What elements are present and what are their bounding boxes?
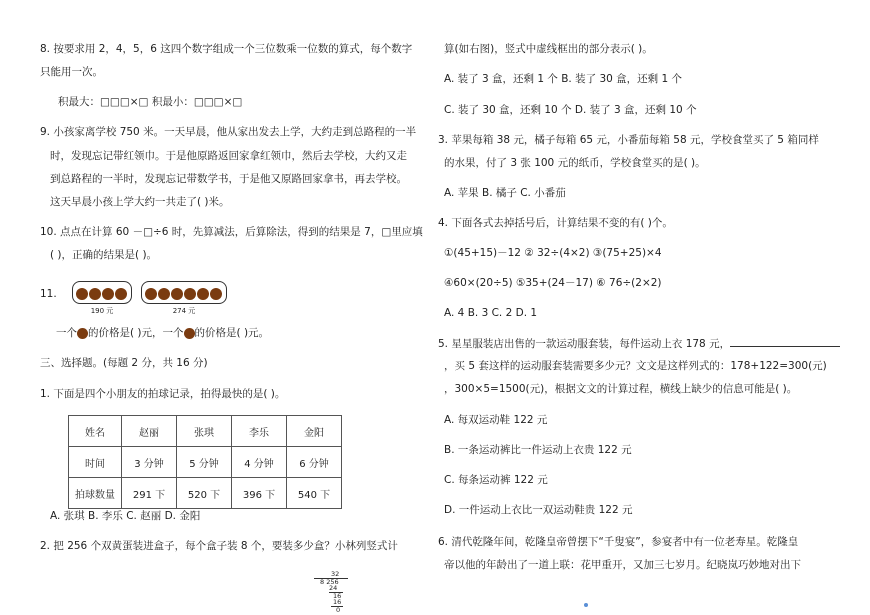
table-cell: 金阳	[287, 416, 342, 447]
table-cell: 291 下	[122, 478, 177, 509]
table-cell: 赵丽	[122, 416, 177, 447]
division-figure	[314, 571, 348, 613]
q8-line2: 只能用一次。	[40, 66, 103, 78]
basketball-icon	[171, 288, 183, 300]
div-step: 16	[333, 598, 342, 606]
volleyball-icon	[115, 288, 127, 300]
c2-line2: 算(如右图)，竖式中虚线框出的部分表示( )。	[444, 43, 653, 55]
c5-option-a: A. 每双运动鞋 122 元	[444, 414, 548, 426]
q11-group-2	[141, 281, 227, 316]
table-header-row	[69, 416, 342, 447]
volleyball-icon	[102, 288, 114, 300]
c3-line1: 3. 苹果每箱 38 元，橘子每箱 65 元，小番茄每箱 58 元，学校食堂买了 5 箱同样	[438, 134, 819, 146]
q11-price-2: 274 元	[172, 307, 196, 315]
q9-line2: 时，发现忘记带红领巾。于是他原路返回家拿红领巾，然后去学校，大约又走	[50, 150, 407, 162]
div-step: 24	[329, 584, 338, 592]
c5-line2: ，买 5 套这样的运动服套装需要多少元？文文是这样列式的：178+122=300(元)	[444, 360, 827, 372]
q9-line3: 到总路程的一半时，发现忘记带数学书，于是他又原路回家拿书，再去学校。	[50, 173, 407, 185]
fill-blank	[730, 336, 840, 347]
q11-price-1: 190 元	[90, 307, 114, 315]
table-cell: 520 下	[177, 478, 232, 509]
div-step: 16	[333, 591, 342, 600]
table-cell: 拍球数量	[69, 478, 122, 509]
div-remainder: 0	[336, 605, 341, 614]
q11-number: 11.	[40, 288, 57, 300]
c4-row1: ①(45+15)－12 ② 32÷(4×2) ③(75+25)×4	[444, 247, 662, 259]
page-dot-mark	[584, 603, 588, 607]
q11-group-1	[72, 281, 132, 316]
c1-question: 1. 下面是四个小朋友的拍球记录，拍得最快的是( )。	[40, 388, 286, 400]
table-cell: 时间	[69, 447, 122, 478]
table-cell: 6 分钟	[287, 447, 342, 478]
q11-question	[56, 326, 269, 340]
q11-balls-1	[72, 281, 132, 304]
table-cell: 姓名	[69, 416, 122, 447]
c4-question: 4. 下面各式去掉括号后，计算结果不变的有( )个。	[438, 217, 673, 229]
c5-option-c: C. 每条运动裤 122 元	[444, 474, 548, 486]
q11-text-c: 的价格是( )元。	[194, 327, 270, 339]
table-cell: 5 分钟	[177, 447, 232, 478]
c2-option-ab: A. 装了 3 盒，还剩 1 个 B. 装了 30 盒，还剩 1 个	[444, 73, 682, 85]
q11-text-a: 一个	[56, 327, 77, 339]
volleyball-icon	[184, 288, 196, 300]
basketball-icon	[77, 328, 88, 339]
basketball-icon	[158, 288, 170, 300]
c3-options: A. 苹果 B. 橘子 C. 小番茄	[444, 187, 566, 199]
volleyball-icon	[184, 328, 195, 339]
c2-option-cd: C. 装了 30 盒，还剩 10 个 D. 装了 3 盒，还剩 10 个	[444, 104, 697, 116]
c6-line1: 6. 清代乾隆年间，乾隆皇帝曾摆下“千叟宴”，参宴者中有一位老寿星。乾隆皇	[438, 536, 799, 548]
table-row	[69, 447, 342, 478]
q9-line4: 这天早晨小孩上学大约一共走了( )米。	[50, 196, 230, 208]
table-cell: 3 分钟	[122, 447, 177, 478]
q9-line1: 9. 小孩家离学校 750 米。一天早晨，他从家出发去上学，大约走到总路程的一半	[40, 126, 417, 138]
c4-options: A. 4 B. 3 C. 2 D. 1	[444, 307, 538, 319]
basketball-icon	[76, 288, 88, 300]
c2-line1: 2. 把 256 个双黄蛋装进盒子，每个盒子装 8 个，要装多少盒？小林列竖式计	[40, 540, 398, 552]
q8-line1: 8. 按要求用 2，4，5，6 这四个数字组成一个三位数乘一位数的算式，每个数字	[40, 43, 413, 55]
c5-option-d: D. 一件运动上衣比一双运动鞋贵 122 元	[444, 504, 633, 516]
ball-record-table	[68, 415, 342, 509]
c5-line3: ，300×5=1500(元)，根据文文的计算过程，横线上缺少的信息可能是( )。	[444, 383, 798, 395]
volleyball-icon	[89, 288, 101, 300]
div-quotient: 32	[331, 570, 340, 578]
c5-line1	[438, 336, 840, 351]
table-cell: 李乐	[232, 416, 287, 447]
q10-line2: ( )，正确的结果是( )。	[50, 249, 158, 261]
table-cell: 张琪	[177, 416, 232, 447]
volleyball-icon	[210, 288, 222, 300]
volleyball-icon	[197, 288, 209, 300]
c1-options: A. 张琪 B. 李乐 C. 赵丽 D. 金阳	[50, 510, 201, 522]
q8-answer-line: 积最大：□□□×□ 积最小：□□□×□	[58, 96, 243, 108]
table-row	[69, 478, 342, 509]
q11-text-b: 的价格是( )元，一个	[88, 327, 184, 339]
q11-balls-2	[141, 281, 227, 304]
c4-row2: ④60×(20÷5) ⑤35+(24－17) ⑥ 76÷(2×2)	[444, 277, 662, 289]
c3-line2: 的水果，付了 3 张 100 元的纸币，学校食堂买的是( )。	[444, 157, 706, 169]
table-cell: 396 下	[232, 478, 287, 509]
q10-line1: 10. 点点在计算 60 －□÷6 时，先算减法，后算除法，得到的结果是 7，□里应填	[40, 226, 423, 238]
table-cell: 540 下	[287, 478, 342, 509]
div-dividend: 8 256	[320, 577, 339, 586]
section-3-heading: 三、选择题。(每题 2 分，共 16 分)	[40, 357, 208, 369]
c5-option-b: B. 一条运动裤比一件运动上衣贵 122 元	[444, 444, 632, 456]
c5-text: 5. 星星服装店出售的一款运动服套装，每件运动上衣 178 元，	[438, 338, 731, 350]
c6-line2: 帝以他的年龄出了一道上联：花甲重开，又加三七岁月。纪晓岚巧妙地对出下	[444, 559, 801, 571]
table-cell: 4 分钟	[232, 447, 287, 478]
basketball-icon	[145, 288, 157, 300]
